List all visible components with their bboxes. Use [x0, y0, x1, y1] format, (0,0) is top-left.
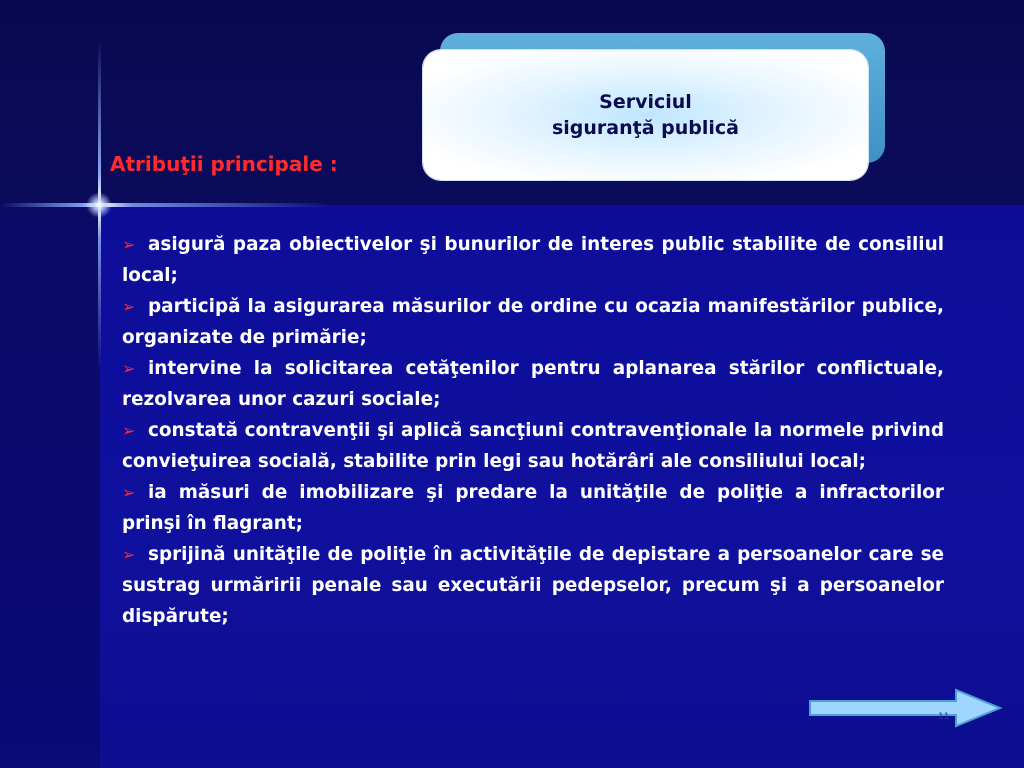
arrow-bullet-icon: ➢: [122, 235, 136, 254]
slide-number: 11: [938, 712, 950, 722]
light-flare-horizontal: [0, 203, 330, 207]
list-item-text: asigură paza obiectivelor şi bunurilor de interes public stabilite de consiliul local;: [122, 234, 944, 286]
arrow-bullet-icon: ➢: [122, 483, 136, 502]
list-item: [122, 229, 944, 291]
next-slide-button[interactable]: [808, 688, 1003, 728]
list-item-text: participă la asigurarea măsurilor de ordine cu ocazia manifestărilor publice, organizate de primărie;: [122, 296, 944, 348]
list-item: [122, 477, 944, 539]
title-box: [423, 50, 868, 180]
section-heading: Atribuţii principale :: [110, 152, 338, 176]
attributions-list: [122, 229, 944, 632]
list-item-text: sprijină unităţile de poliţie în activităţile de depistare a persoanelor care se sustrag urmăririi penale sau executării pedepselor, precum şi a persoanelor dispărute;: [122, 544, 944, 627]
arrow-bullet-icon: ➢: [122, 297, 136, 316]
list-item-text: constată contravenţii şi aplică sancţiuni contravenţionale la normele privind convieţuirea socială, stabilite prin legi sau hotărâri ale consiliului local;: [122, 420, 944, 472]
arrow-bullet-icon: ➢: [122, 545, 136, 564]
list-item: [122, 291, 944, 353]
arrow-bullet-icon: ➢: [122, 421, 136, 440]
list-item: [122, 415, 944, 477]
list-item: [122, 539, 944, 632]
left-band: [0, 205, 100, 768]
arrow-right-icon: [810, 690, 1000, 726]
star-sparkle-icon: [86, 192, 112, 218]
title-line-2: siguranţă publică: [551, 117, 740, 139]
list-item-text: ia măsuri de imobilizare şi predare la unităţile de poliţie a infractorilor prinşi în flagrant;: [122, 482, 944, 534]
arrow-bullet-icon: ➢: [122, 359, 136, 378]
list-item-text: intervine la solicitarea cetăţenilor pentru aplanarea stărilor conflictuale, rezolvarea unor cazuri sociale;: [122, 358, 944, 410]
list-item: [122, 353, 944, 415]
title-line-1: Serviciul: [599, 91, 692, 113]
